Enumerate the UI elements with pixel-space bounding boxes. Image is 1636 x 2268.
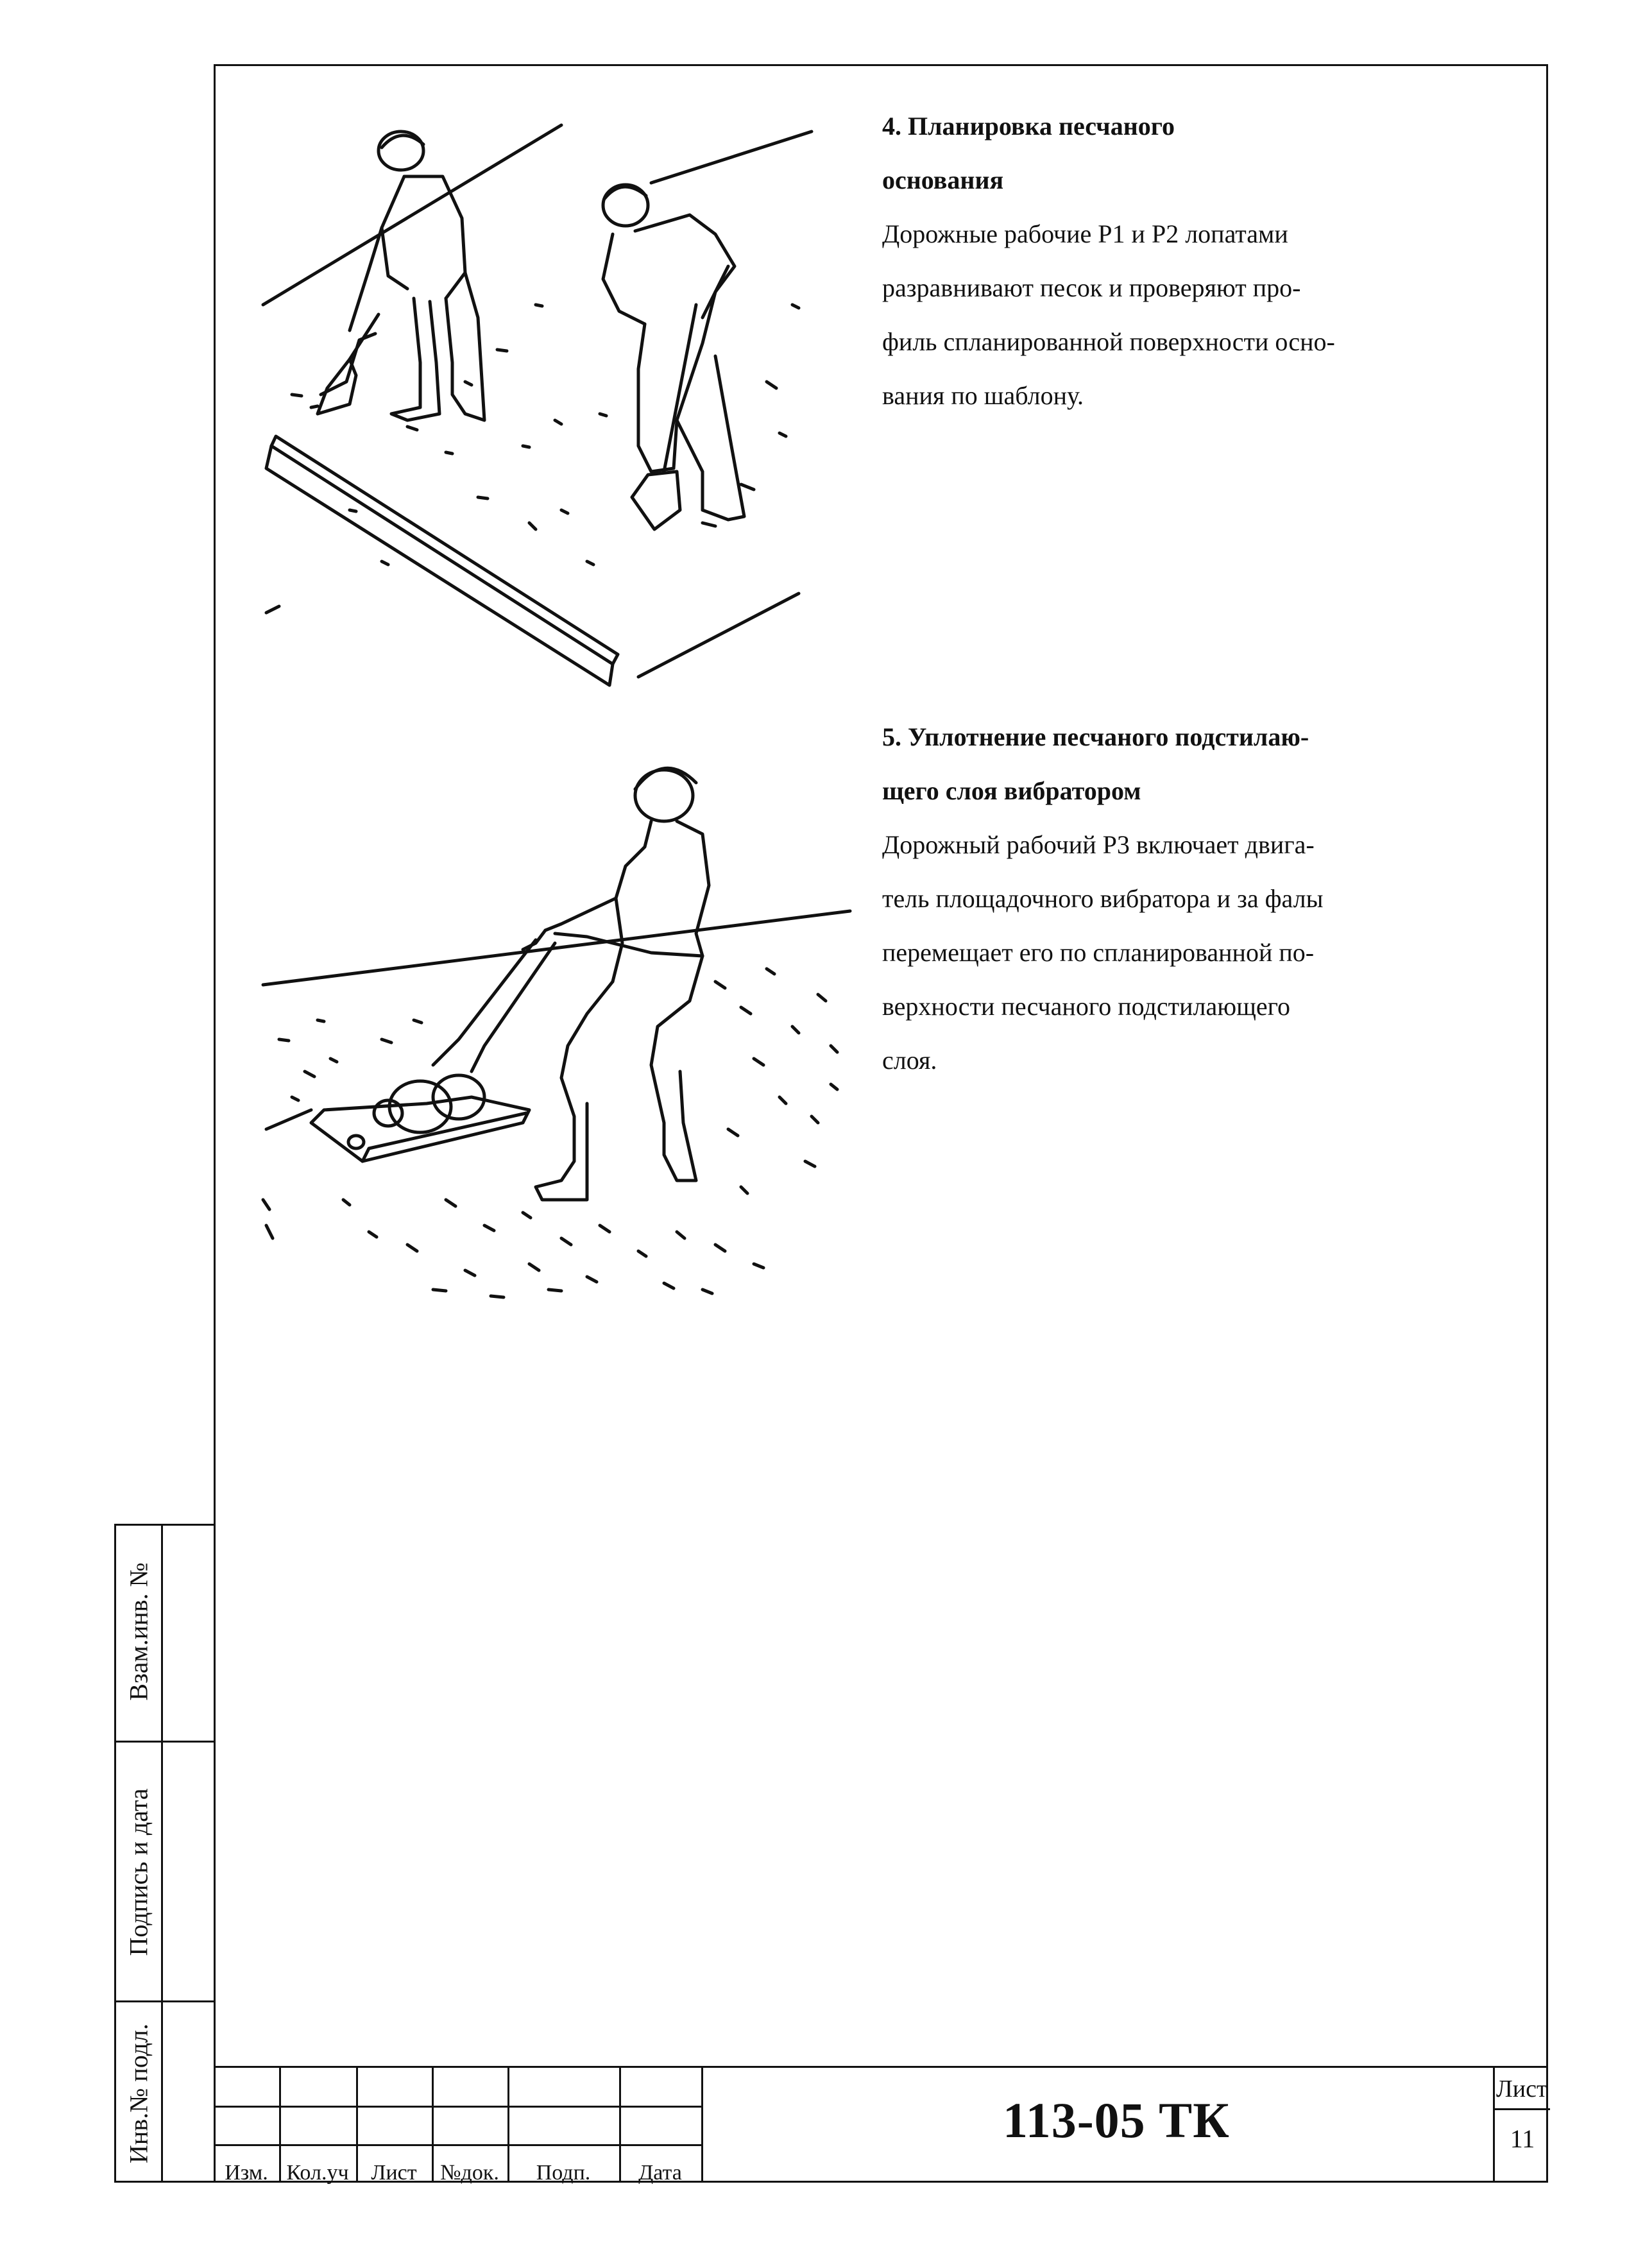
section-5-heading-line2: щего слоя вибратором [882, 776, 1141, 805]
col-data: Дата [638, 2161, 682, 2185]
stamp-divider [116, 1741, 214, 1743]
col-ndok: №док. [440, 2161, 499, 2185]
section-4-body-line: разравнивают песок и проверяют про- [882, 273, 1301, 302]
section-4-body-line: Дорожные рабочие Р1 и Р2 лопатами [882, 219, 1288, 248]
section-5-body-line: перемещает его по спланированной по- [882, 938, 1315, 967]
section-5-body-line: слоя. [882, 1046, 937, 1075]
section-4-body-line: филь спланированной поверхности осно- [882, 327, 1335, 356]
sheet-number: 11 [1510, 2124, 1535, 2153]
sand-leveling-illustration [253, 112, 831, 703]
col-izm: Изм. [225, 2161, 268, 2185]
section-5-body-line: тель площадочного вибратора и за фалы [882, 884, 1324, 913]
section-4-body-line: вания по шаблону. [882, 381, 1084, 410]
sheet-box-divider [1495, 2108, 1550, 2110]
section-5-text [882, 710, 1485, 1087]
section-4-heading-line2: основания [882, 166, 1004, 194]
vzam-inv-label: Взам.инв. № [124, 1562, 153, 1701]
stamp-divider [161, 1526, 163, 2181]
grid-row-line [214, 2106, 701, 2108]
stamp-divider [116, 2000, 214, 2002]
inv-podl-label: Инв.№ подл. [124, 2024, 153, 2163]
col-list: Лист [371, 2161, 417, 2185]
title-block-separator [701, 2066, 703, 2183]
col-kol-uch: Кол.уч [286, 2161, 349, 2185]
sheet-label: Лист [1496, 2076, 1547, 2102]
section-5-body-line: Дорожный рабочий Р3 включает двига- [882, 830, 1315, 859]
podpis-data-label: Подпись и дата [124, 1788, 153, 1956]
vibrator-compaction-illustration [253, 738, 869, 1315]
revision-grid [214, 2066, 701, 2183]
title-block [214, 2066, 1548, 2183]
grid-row-line [214, 2144, 701, 2146]
section-5-heading-line1: 5. Уплотнение песчаного подстилаю- [882, 722, 1309, 751]
section-5-body-line: верхности песчаного подстилающего [882, 992, 1291, 1021]
left-margin-stamp [114, 1524, 214, 2183]
col-podp: Подп. [536, 2161, 591, 2185]
section-4-heading-line1: 4. Планировка песчаного [882, 112, 1175, 141]
document-code: 113-05 ТК [1003, 2092, 1230, 2148]
section-4-text [882, 99, 1485, 423]
sheet-box [1493, 2066, 1550, 2183]
